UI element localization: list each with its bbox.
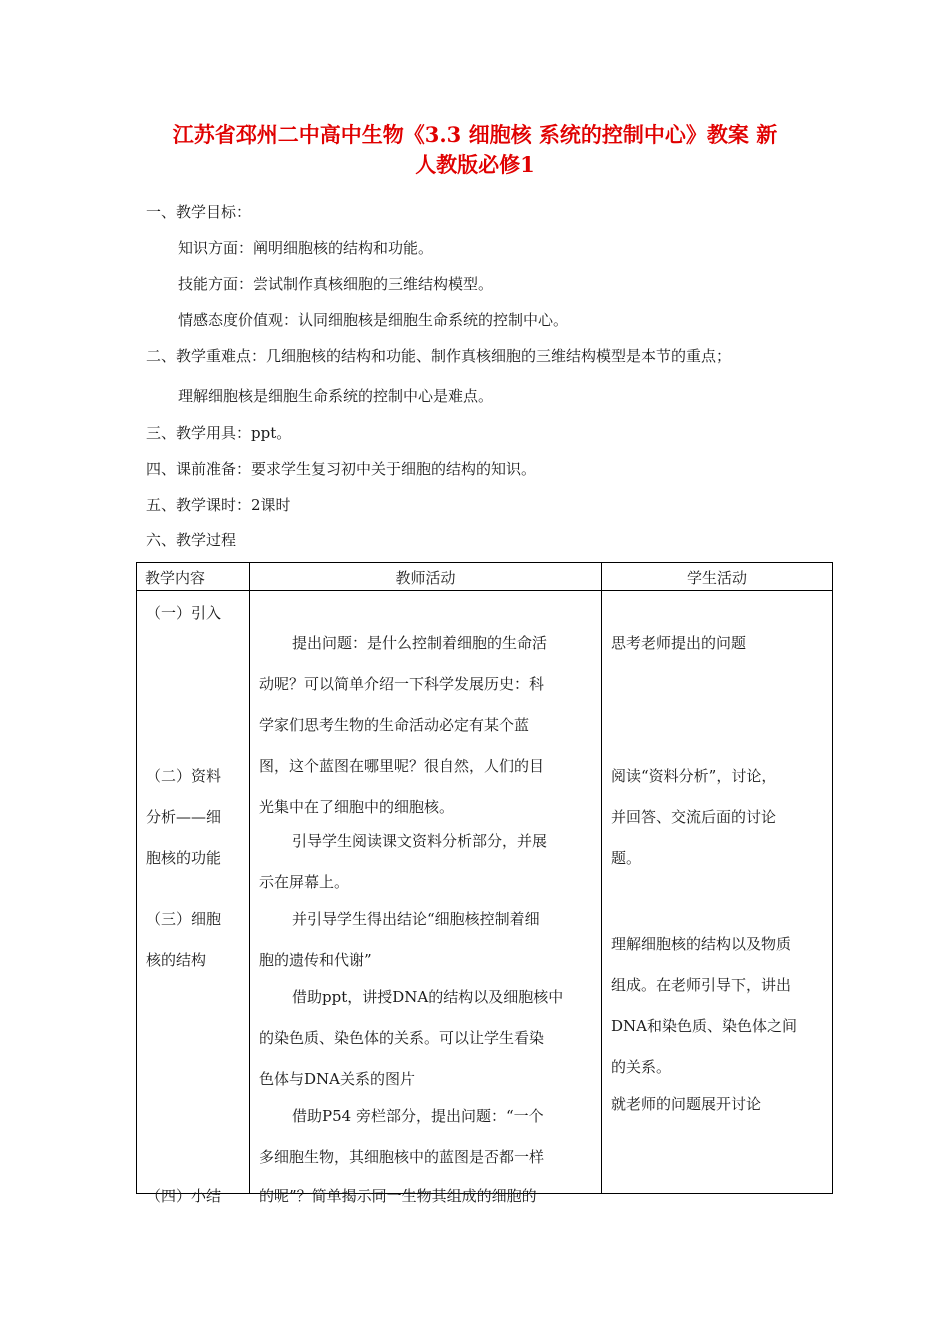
teaching-process-table — [136, 562, 833, 1205]
content-analysis-2: 分析——细 — [146, 808, 222, 826]
student-activity-cell — [602, 591, 833, 1194]
student-line: 思考老师提出的问题 — [611, 634, 747, 652]
content-structure-2: 核的结构 — [146, 951, 207, 969]
student-line: 理解细胞核的结构以及物质 — [611, 935, 792, 953]
student-line: 的关系。 — [611, 1058, 672, 1076]
content-structure-1: （三）细胞 — [146, 910, 222, 928]
section-preparation: 四、课前准备：要求学生复习初中关于细胞的结构的知识。 — [146, 460, 537, 478]
section-teaching-process: 六、教学过程 — [146, 531, 237, 549]
teacher-line: 光集中在了细胞中的细胞核。 — [259, 798, 455, 816]
objective-attitude: 情感态度价值观：认同细胞核是细胞生命系统的控制中心。 — [178, 311, 569, 329]
content-analysis-3: 胞核的功能 — [146, 849, 222, 867]
teacher-activity-cell — [250, 591, 602, 1205]
student-line: 题。 — [611, 849, 642, 867]
title-line-1: 江苏省邳州二中高中生物《3.3 细胞核 系统的控制中心》教案 新 — [172, 122, 778, 147]
student-line: 就老师的问题展开讨论 — [611, 1095, 762, 1113]
teacher-line: 的染色质、染色体的关系。可以让学生看染 — [259, 1029, 545, 1047]
teacher-line: 多细胞生物，其细胞核中的蓝图是否都一样 — [259, 1148, 545, 1166]
table-header-row — [137, 563, 833, 591]
student-line: 组成。在老师引导下，讲出 — [611, 976, 792, 994]
teacher-line: 示在屏幕上。 — [259, 873, 350, 891]
teacher-line: 提出问题：是什么控制着细胞的生命活 — [292, 634, 548, 652]
objective-skill: 技能方面：尝试制作真核细胞的三维结构模型。 — [178, 275, 494, 293]
table-row — [137, 591, 833, 1194]
student-line: DNA和染色质、染色体之间 — [611, 1017, 797, 1035]
teacher-line: 色体与DNA关系的图片 — [259, 1070, 415, 1088]
section-class-hours: 五、教学课时：2课时 — [146, 496, 291, 514]
teacher-line: 动呢？可以简单介绍一下科学发展历史：科 — [259, 675, 545, 693]
student-line: 并回答、交流后面的讨论 — [611, 808, 777, 826]
teacher-line: 借助ppt，讲授DNA的结构以及细胞核中 — [292, 988, 564, 1006]
teacher-line: 引导学生阅读课文资料分析部分，并展 — [292, 832, 548, 850]
teacher-line: 借助P54 旁栏部分，提出问题：“一个 — [292, 1107, 544, 1125]
section-teaching-aids: 三、教学用具：ppt。 — [146, 424, 292, 442]
teacher-line: 胞的遗传和代谢” — [259, 951, 372, 969]
teacher-line: 图，这个蓝图在哪里呢？很自然，人们的目 — [259, 757, 545, 775]
document-title — [120, 120, 830, 180]
objective-knowledge: 知识方面：阐明细胞核的结构和功能。 — [178, 239, 434, 257]
header-student-activity: 学生活动 — [602, 563, 833, 591]
content-analysis-1: （二）资料 — [146, 767, 222, 785]
section-objectives: 一、教学目标： — [146, 203, 252, 221]
content-summary: （四）小结 — [146, 1187, 222, 1205]
key-points-continued: 理解细胞核是细胞生命系统的控制中心是难点。 — [178, 387, 494, 405]
content-intro: （一）引入 — [146, 604, 222, 622]
teacher-line: 学家们思考生物的生命活动必定有某个蓝 — [259, 716, 530, 734]
title-line-2: 人教版必修1 — [415, 152, 535, 177]
content-cell — [137, 591, 250, 1205]
section-key-points: 二、教学重难点：几细胞核的结构和功能、制作真核细胞的三维结构模型是本节的重点； — [146, 347, 732, 365]
teacher-line: 的呢”？简单揭示同一生物其组成的细胞的 — [259, 1187, 537, 1205]
header-teacher-activity: 教师活动 — [250, 563, 602, 591]
teacher-line: 并引导学生得出结论“细胞核控制着细 — [292, 910, 540, 928]
header-content: 教学内容 — [137, 563, 250, 591]
student-line: 阅读“资料分析”，讨论， — [611, 767, 777, 785]
